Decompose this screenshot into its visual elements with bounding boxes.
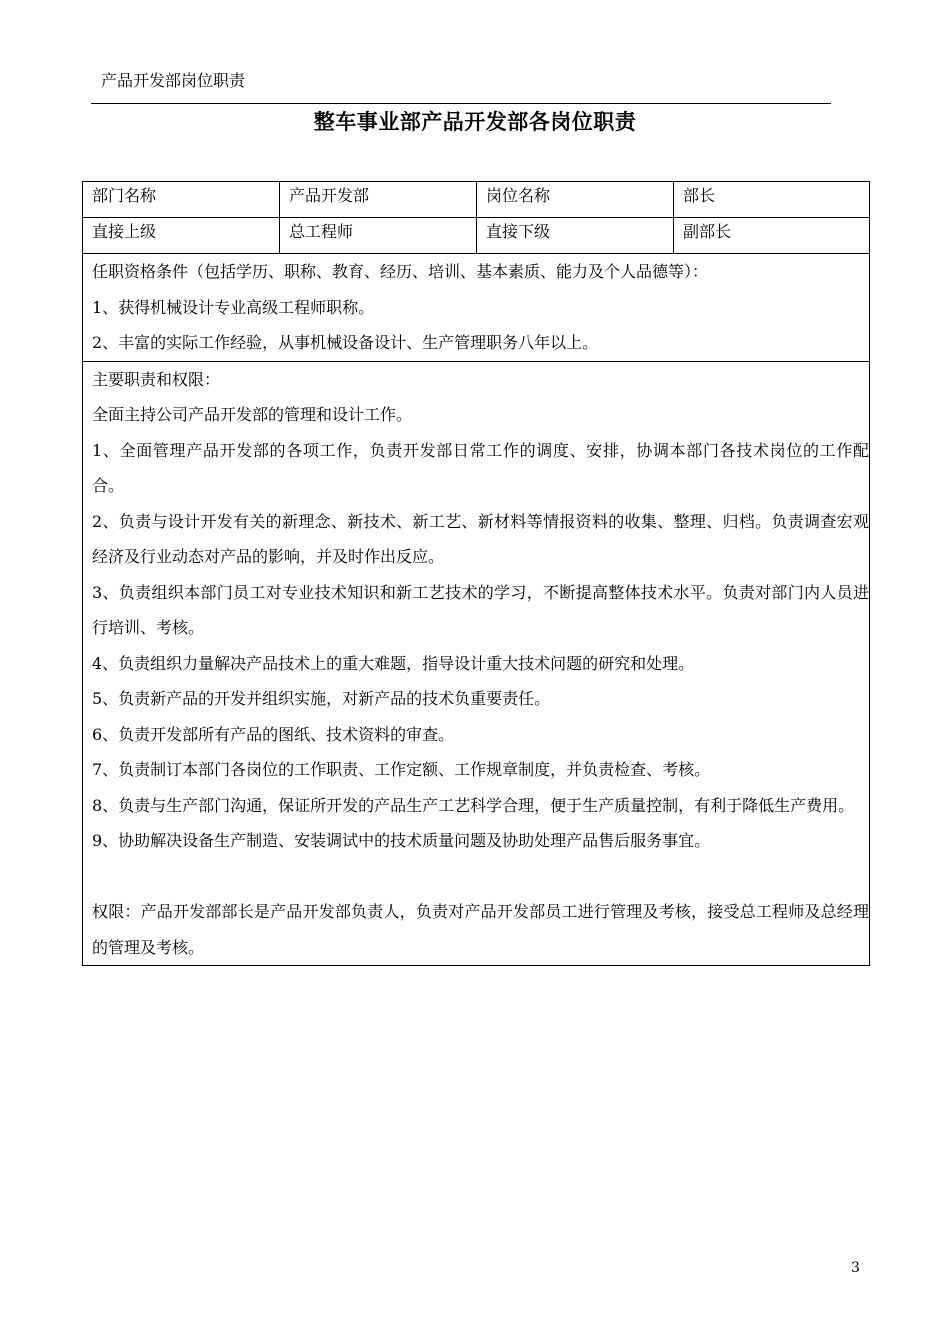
duty-item: 9、协助解决设备生产制造、安装调试中的技术质量问题及协助处理产品售后服务事宜。 <box>92 831 711 850</box>
duties-intro: 全面主持公司产品开发部的管理和设计工作。 <box>92 405 413 424</box>
duty-item: 1、全面管理产品开发部的各项工作，负责开发部日常工作的调度、安排，协调本部门各技术岗位的工作配合。 <box>92 440 869 495</box>
position-name-value: 部长 <box>674 182 870 218</box>
page-number: 3 <box>851 1260 860 1276</box>
direct-superior-value: 总工程师 <box>280 218 477 254</box>
duty-item: 5、负责新产品的开发并组织实施，对新产品的技术负重要责任。 <box>92 689 551 708</box>
direct-subordinate-value: 副部长 <box>674 218 870 254</box>
duties-heading: 主要职责和权限： <box>92 369 221 389</box>
duty-item: 3、负责组织本部门员工对专业技术知识和新工艺技术的学习，不断提高整体技术水平。负责对部门内人员进行培训、考核。 <box>92 582 869 637</box>
duty-item: 4、负责组织力量解决产品技术上的重大难题，指导设计重大技术问题的研究和处理。 <box>92 653 695 673</box>
authority-text: 权限：产品开发部部长是产品开发部负责人，负责对产品开发部员工进行管理及考核，接受总工程师及总经理的管理及考核。 <box>92 902 869 957</box>
qualifications-section <box>83 254 870 362</box>
dept-name-value: 产品开发部 <box>280 182 477 218</box>
blank-line <box>92 859 869 895</box>
duty-item: 8、负责与生产部门沟通，保证所开发的产品生产工艺科学合理，便于生产质量控制，有利于降低生产费用。 <box>92 795 855 815</box>
qualification-item: 1、获得机械设计专业高级工程师职称。 <box>92 297 375 317</box>
duty-item: 2、负责与设计开发有关的新理念、新技术、新工艺、新材料等情报资料的收集、整理、归档。负责调查宏观经济及行业动态对产品的影响，并及时作出反应。 <box>92 511 869 566</box>
job-description-table <box>82 181 870 966</box>
duties-section <box>83 361 870 966</box>
dept-name-label: 部门名称 <box>83 182 280 218</box>
header-rule <box>91 103 831 104</box>
table-row <box>83 218 870 254</box>
document-title: 整车事业部产品开发部各岗位职责 <box>313 109 637 134</box>
qualifications-heading: 任职资格条件（包括学历、职称、教育、经历、培训、基本素质、能力及个人品德等）： <box>92 262 709 281</box>
duty-item: 7、负责制订本部门各岗位的工作职责、工作定额、工作规章制度，并负责检查、考核。 <box>92 760 711 779</box>
direct-subordinate-label: 直接下级 <box>477 218 674 254</box>
table-row <box>83 182 870 218</box>
direct-superior-label: 直接上级 <box>83 218 280 254</box>
position-name-label: 岗位名称 <box>477 182 674 218</box>
duty-item: 6、负责开发部所有产品的图纸、技术资料的审查。 <box>92 724 455 744</box>
running-header: 产品开发部岗位职责 <box>101 71 246 90</box>
qualifications-row <box>83 254 870 362</box>
duties-row <box>83 361 870 966</box>
qualification-item: 2、丰富的实际工作经验，从事机械设备设计、生产管理职务八年以上。 <box>92 333 599 352</box>
